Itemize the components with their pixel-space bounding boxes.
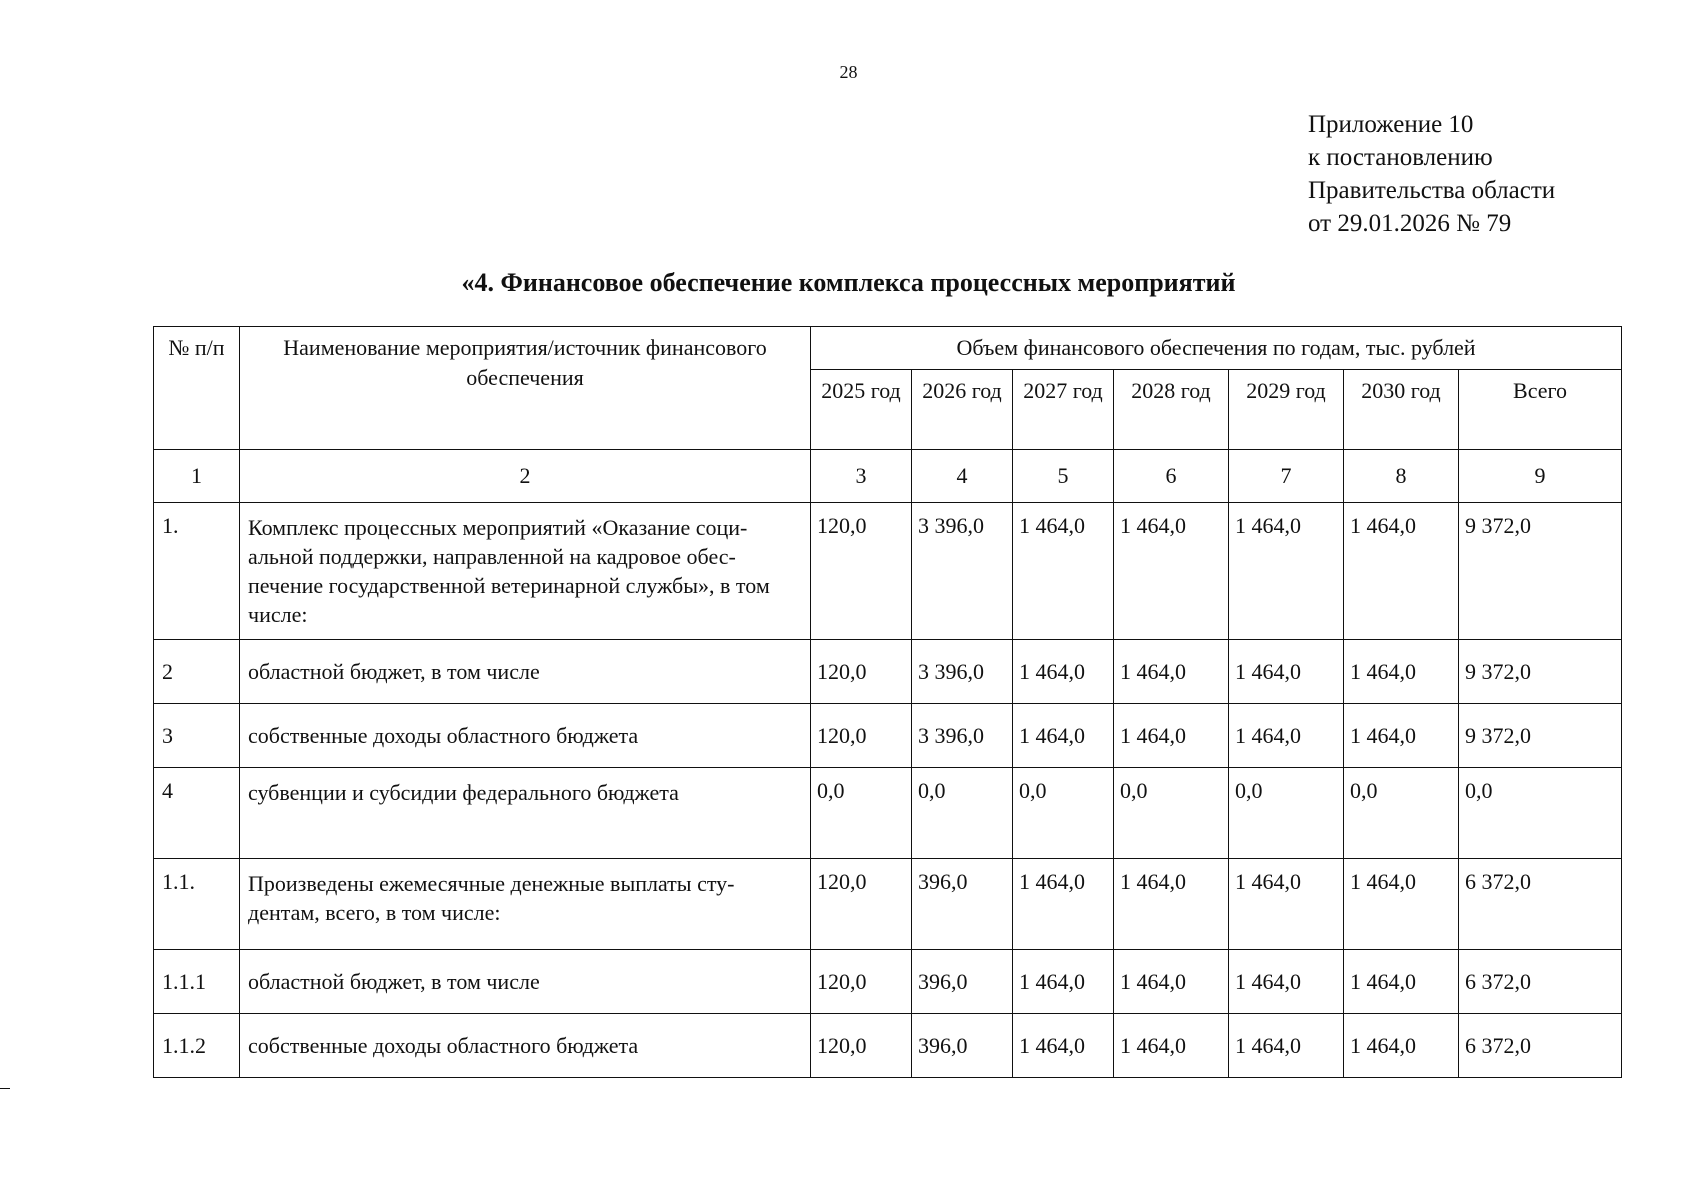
row-value: 120,0 (811, 640, 912, 704)
header-year: 2030 год (1344, 370, 1459, 450)
row-number: 2 (154, 640, 240, 704)
row-value: 1 464,0 (1114, 640, 1229, 704)
margin-mark (0, 1088, 10, 1089)
row-total: 6 372,0 (1459, 950, 1622, 1014)
row-value: 1 464,0 (1013, 503, 1114, 640)
column-number: 1 (154, 450, 240, 503)
table-row (154, 704, 1622, 768)
table-row (154, 640, 1622, 704)
row-value: 1 464,0 (1114, 950, 1229, 1014)
column-number: 6 (1114, 450, 1229, 503)
header-year: 2025 год (811, 370, 912, 450)
row-number: 1. (154, 503, 240, 640)
column-number: 5 (1013, 450, 1114, 503)
header-total: Всего (1459, 370, 1622, 450)
column-number: 3 (811, 450, 912, 503)
header-name: Наименование мероприятия/источник финансового обеспечения (240, 327, 811, 450)
row-value: 120,0 (811, 1014, 912, 1078)
row-number: 3 (154, 704, 240, 768)
annex-line: Приложение 10 (1308, 111, 1474, 138)
row-value: 1 464,0 (1344, 950, 1459, 1014)
table-row (154, 950, 1622, 1014)
row-value: 1 464,0 (1344, 1014, 1459, 1078)
row-value: 1 464,0 (1013, 704, 1114, 768)
annex-line: от 29.01.2026 № 79 (1308, 210, 1512, 237)
column-number: 2 (240, 450, 811, 503)
row-value: 1 464,0 (1229, 640, 1344, 704)
annex-line: к постановлению (1308, 144, 1493, 171)
row-value: 1 464,0 (1229, 503, 1344, 640)
row-value: 1 464,0 (1229, 950, 1344, 1014)
row-value: 120,0 (811, 503, 912, 640)
row-total: 6 372,0 (1459, 1014, 1622, 1078)
annex-line: Правительства области (1308, 177, 1556, 204)
row-value: 120,0 (811, 704, 912, 768)
row-value: 1 464,0 (1344, 640, 1459, 704)
header-year: 2029 год (1229, 370, 1344, 450)
row-name: областной бюджет, в том числе (240, 950, 811, 1014)
row-value: 0,0 (1229, 768, 1344, 859)
header-number: № п/п (154, 327, 240, 450)
table-row (154, 503, 1622, 640)
row-name: субвенции и субсидии федерального бюджета (240, 768, 811, 859)
column-number: 8 (1344, 450, 1459, 503)
row-total: 9 372,0 (1459, 640, 1622, 704)
page-number: 28 (839, 62, 858, 82)
row-value: 1 464,0 (1344, 704, 1459, 768)
row-value: 1 464,0 (1013, 1014, 1114, 1078)
column-number-row (154, 450, 1622, 503)
row-number: 4 (154, 768, 240, 859)
row-value: 0,0 (1114, 768, 1229, 859)
row-value: 0,0 (912, 768, 1013, 859)
table-row (154, 859, 1622, 950)
row-name: собственные доходы областного бюджета (240, 704, 811, 768)
row-value: 1 464,0 (1114, 1014, 1229, 1078)
column-number: 7 (1229, 450, 1344, 503)
row-name: областной бюджет, в том числе (240, 640, 811, 704)
row-value: 1 464,0 (1344, 503, 1459, 640)
row-name: Комплекс процессных мероприятий «Оказание соци-альной поддержки, направленной на кадровое обес-печение государственной ветеринарной службы», в том числе: (240, 503, 811, 640)
row-value: 1 464,0 (1114, 503, 1229, 640)
row-number: 1.1.1 (154, 950, 240, 1014)
row-value: 396,0 (912, 950, 1013, 1014)
table-row (154, 1014, 1622, 1078)
row-value: 0,0 (1013, 768, 1114, 859)
financing-table (153, 326, 1622, 1078)
annex-block (1308, 108, 1555, 240)
row-total: 6 372,0 (1459, 859, 1622, 950)
row-name: собственные доходы областного бюджета (240, 1014, 811, 1078)
row-value: 120,0 (811, 950, 912, 1014)
table-row (154, 768, 1622, 859)
row-value: 1 464,0 (1114, 704, 1229, 768)
row-number: 1.1.2 (154, 1014, 240, 1078)
row-value: 1 464,0 (1344, 859, 1459, 950)
row-value: 1 464,0 (1013, 640, 1114, 704)
row-total: 0,0 (1459, 768, 1622, 859)
row-value: 0,0 (811, 768, 912, 859)
column-number: 4 (912, 450, 1013, 503)
row-value: 1 464,0 (1013, 859, 1114, 950)
row-number: 1.1. (154, 859, 240, 950)
row-name: Произведены ежемесячные денежные выплаты сту-дентам, всего, в том числе: (240, 859, 811, 950)
row-value: 1 464,0 (1114, 859, 1229, 950)
row-total: 9 372,0 (1459, 503, 1622, 640)
row-value: 3 396,0 (912, 704, 1013, 768)
header-year: 2028 год (1114, 370, 1229, 450)
column-number: 9 (1459, 450, 1622, 503)
row-value: 3 396,0 (912, 640, 1013, 704)
row-value: 396,0 (912, 1014, 1013, 1078)
row-value: 1 464,0 (1229, 859, 1344, 950)
row-value: 1 464,0 (1229, 704, 1344, 768)
header-year: 2026 год (912, 370, 1013, 450)
row-value: 396,0 (912, 859, 1013, 950)
document-title: «4. Финансовое обеспечение комплекса процессных мероприятий (461, 268, 1236, 297)
row-total: 9 372,0 (1459, 704, 1622, 768)
header-year: 2027 год (1013, 370, 1114, 450)
row-value: 1 464,0 (1229, 1014, 1344, 1078)
row-value: 3 396,0 (912, 503, 1013, 640)
row-value: 1 464,0 (1013, 950, 1114, 1014)
header-financing-group: Объем финансового обеспечения по годам, тыс. рублей (811, 327, 1622, 370)
row-value: 120,0 (811, 859, 912, 950)
row-value: 0,0 (1344, 768, 1459, 859)
